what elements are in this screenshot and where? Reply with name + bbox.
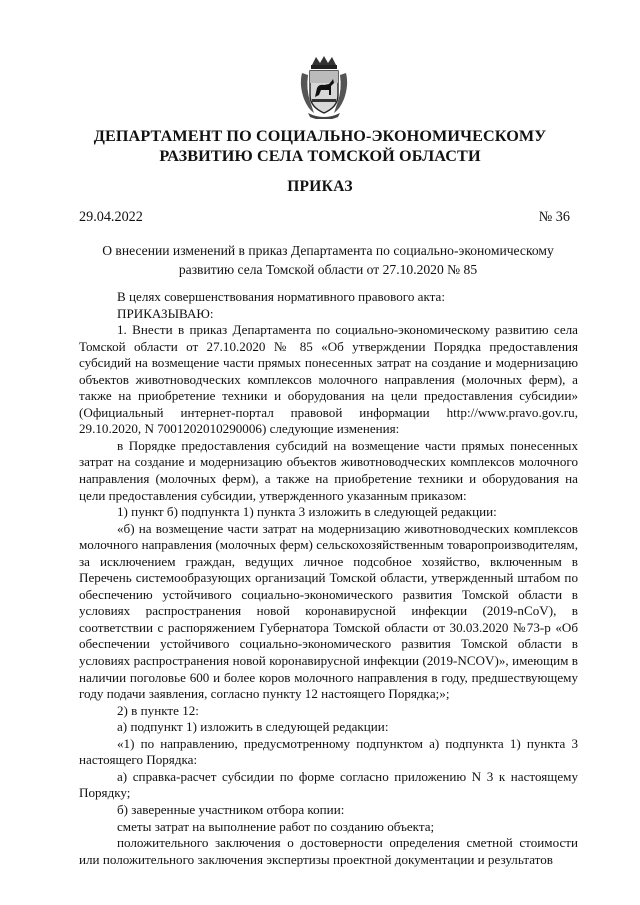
paragraph: а) подпункт 1) изложить в следующей редакции: [117, 719, 389, 735]
paragraph: а) справка-расчет субсидии по форме согласно приложению N 3 к настоящему Порядку; [79, 768, 578, 801]
document-subject [80, 241, 576, 279]
subject-line-2: развитию села Томской области от 27.10.2020 № 85 [178, 262, 478, 277]
department-line-1: ДЕПАРТАМЕНТ ПО СОЦИАЛЬНО-ЭКОНОМИЧЕСКОМУ [93, 127, 547, 145]
paragraph: б) заверенные участником отбора копии: [117, 801, 345, 817]
document-number: № 36 [538, 209, 570, 225]
paragraph: положительного заключения о достоверности определения сметной стоимости или положительного заключения экспертизы проектной документации и результатов [79, 835, 578, 867]
tomsk-oblast-coat-of-arms-icon [298, 55, 350, 119]
department-line-2: РАЗВИТИЮ СЕЛА ТОМСКОЙ ОБЛАСТИ [159, 147, 481, 165]
document-date: 29.04.2022 [79, 209, 143, 225]
paragraph: в Порядке предоставления субсидий на возмещение части прямых понесенных затрат на создание и модернизацию объектов животноводческих комплексов молочного направления (молочных ферм), а также на приобретение техники и оборудования на цели предоставления субсидии, утвержденного указанным приказом: [79, 437, 578, 503]
paragraph: сметы затрат на выполнение работ по созданию объекта; [117, 818, 435, 834]
document-body [79, 289, 578, 868]
paragraph: 1. Внести в приказ Департамента по социально-экономическому развитию села Томской области от 27.10.2020 № 85 «Об утверждении Порядка предоставления субсидий на возмещение части прямых понесенных затрат на создание и модернизацию объектов животноводческих комплексов молочного направления (молочных ферм), а также на приобретение техники и оборудования на цели предоставления субсидии» (Официальный интернет-портал правовой информации http://www.pravo.gov.ru, 29.10.2020, N 7001202010290006) следующие изменения: [79, 322, 578, 437]
department-name [60, 126, 580, 166]
paragraph: ПРИКАЗЫВАЮ: [117, 305, 214, 321]
paragraph: В целях совершенствования нормативного правового акта: [117, 289, 445, 304]
paragraph: 1) пункт б) подпункта 1) пункта 3 изложить в следующей редакции: [117, 504, 497, 520]
paragraph: «1) по направлению, предусмотренному подпунктом а) подпункта 1) пункта 3 настоящего Порядка: [79, 735, 578, 768]
paragraph: 2) в пункте 12: [117, 702, 199, 718]
paragraph: «б) на возмещение части затрат на модернизацию животноводческих комплексов молочного направления (молочных ферм) сельскохозяйственным товаропроизводителям, за исключением граждан, ведущих личное подсобное хозяйство, включенным в Перечень системообразующих организаций Томской области, утвержденный штабом по обеспечению устойчивого социально-экономического развития Томской области в условиях распространения новой коронавирусной инфекции (2019-nCoV), в соответствии с распоряжением Губернатора Томской области от 30.03.2020 №73-р «Об обеспечении устойчивого социально-экономического развития Томской области в условиях распространения новой коронавирусной инфекции (2019-NCOV)», имеющим в наличии поголовье 600 и более коров молочного направления в году, предшествующему году подачи заявления, согласно пункту 12 настоящего Порядка;»; [79, 520, 578, 702]
subject-line-1: О внесении изменений в приказ Департамента по социально-экономическому [102, 243, 554, 258]
document-type: ПРИКАЗ [287, 178, 353, 195]
